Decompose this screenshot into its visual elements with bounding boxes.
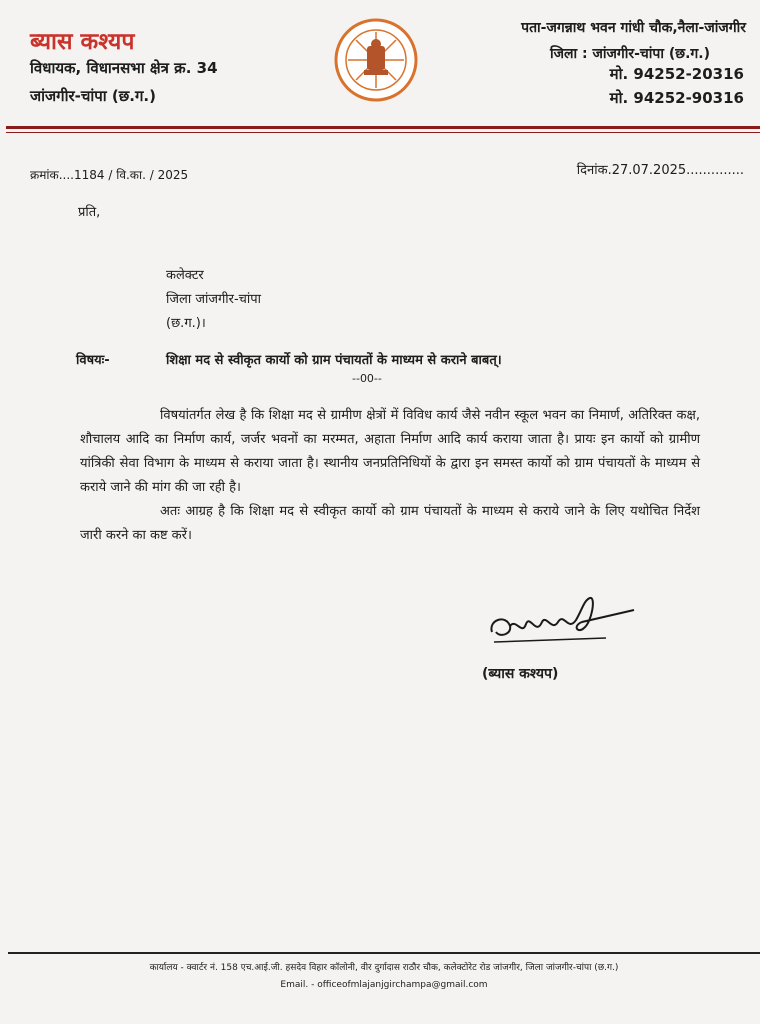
addressee-line: कलेक्टर — [166, 268, 204, 283]
designation: विधायक, विधानसभा क्षेत्र क्र. 34 — [30, 59, 218, 77]
date-value: 27.07.2025 — [611, 163, 687, 178]
address-line-2: जिला : जांजगीर-चांपा (छ.ग.) — [549, 46, 710, 62]
signatory-name: (ब्यास कश्यप) — [482, 666, 559, 682]
footer-rule — [8, 952, 760, 954]
email-label: Email. - — [280, 980, 315, 990]
address-line-1: पता-जगन्नाथ भवन गांधी चौक,नैला-जांजगीर — [521, 20, 746, 36]
body-paragraph-1: विषयांतर्गत लेख है कि शिक्षा मद से ग्रामीण क्षेत्रों में विविध कार्य जैसे नवीन स्कूल भवन का निमार्ण, अतिरिक्त कक्ष, शौचालय आदि का निर्माण कार्य, जर्जर भवनों का मरम्मत, अहाता निर्माण आदि कार्य कराया जाता है। प्रायः इन कार्यो को ग्रामीण यांत्रिकी सेवा विभाग के माध्यम से कराया जाता है। स्थानीय जनप्रतिनिधियों के द्वारा इन समस्त कार्यो को ग्राम पंचायतों के माध्यम से कराये जाने की मांग की जा रही है। — [80, 408, 700, 495]
header-rule-thin — [6, 132, 760, 133]
footer-office-address: कार्यालय - क्वार्टर नं. 158 एच.आई.जी. हसदेव विहार कॉलोनी, वीर दुर्गादास राठौर चौक, कलेक्टोरेट रोड जांजगीर, जिला जांजगीर-चांपा (छ.ग.) — [149, 963, 619, 973]
ref-number: 1184 — [73, 168, 105, 182]
date-label: दिनांक — [576, 163, 608, 178]
signature-icon — [486, 592, 638, 648]
mobile-1: मो. 94252-20316 — [609, 65, 744, 83]
footer-email — [8, 980, 760, 990]
subject-divider: --00-- — [352, 372, 382, 385]
assembly-seal-icon — [334, 18, 418, 102]
addressee-line: जिला जांजगीर-चांपा — [166, 292, 262, 307]
constituency: जांजगीर-चांपा (छ.ग.) — [30, 87, 156, 105]
addressee-block — [166, 264, 261, 336]
body-paragraph-2: अतः आग्रह है कि शिक्षा मद से स्वीकृत कार्यो को ग्राम पंचायतों के माध्यम से कराये जाने के लिए यथोचित निर्देश जारी करने का कष्ट करें। — [80, 504, 700, 543]
mla-name: ब्यास कश्यप — [30, 29, 135, 55]
email-address[interactable]: officeofmlajanjgirchampa@gmail.com — [317, 980, 488, 990]
letter-date: दिनांक.27.07.2025.............. — [576, 163, 744, 178]
addressee-line: (छ.ग.)। — [166, 316, 206, 331]
subject-label: विषयः- — [76, 353, 110, 368]
salutation: प्रति, — [78, 205, 101, 220]
ref-prefix: क्रमांक — [30, 168, 59, 182]
reference-number: क्रमांक....1184 / वि.का. / 2025 — [30, 168, 189, 182]
subject-text: शिक्षा मद से स्वीकृत कार्यो को ग्राम पंचायतों के माध्यम से कराने बाबत्। — [166, 353, 502, 368]
ref-suffix: / वि.का. / 2025 — [108, 168, 189, 182]
header-rule — [6, 126, 760, 129]
mobile-2: मो. 94252-90316 — [609, 89, 744, 107]
